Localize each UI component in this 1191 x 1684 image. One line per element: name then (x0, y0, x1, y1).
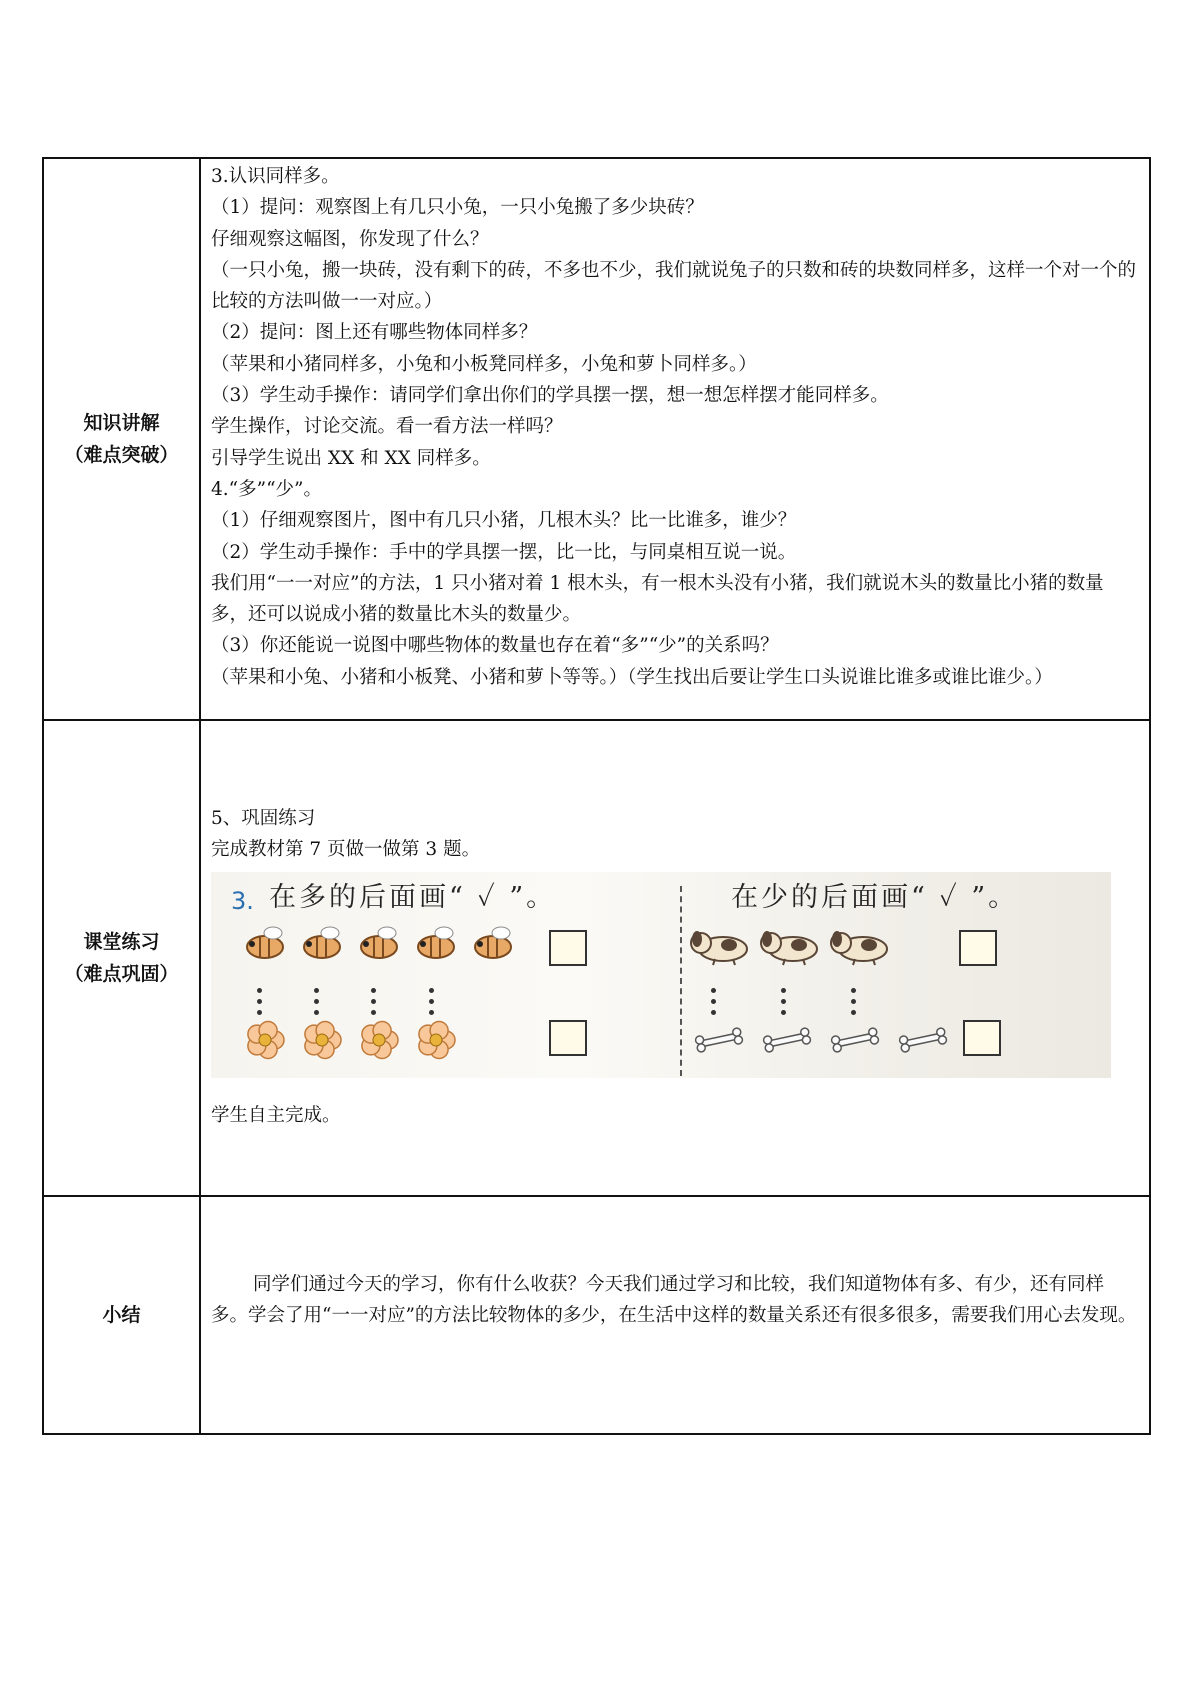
dog-icon (691, 931, 747, 965)
bee-icon (247, 927, 283, 958)
dog-icon (761, 931, 817, 965)
answer-box-bees[interactable] (549, 930, 587, 966)
row-knowledge (43, 158, 1150, 720)
practice-instruction: 完成教材第 7 页做一做第 3 题。 (211, 839, 481, 861)
bee-icon (418, 927, 454, 958)
knowledge-content (200, 158, 1150, 720)
dog-row (689, 927, 929, 967)
exercise-number: 3. (231, 886, 254, 915)
paragraph: 3.认识同样多。 (211, 166, 340, 187)
flower-icon (419, 1021, 455, 1058)
row-subtitle: （难点巩固） (64, 963, 179, 985)
paragraph: （一只小兔，搬一块砖，没有剩下的砖，不多也不少，我们就说兔子的只数和砖的块数同样多，这样一个对一个的比较的方法叫做一一对应。） (211, 259, 1137, 313)
dots-icon (711, 988, 717, 1021)
left-prompt: 在多的后面画“ ✓ ”。 (269, 881, 557, 913)
dots-icon (429, 988, 435, 1021)
row-title: 知识讲解 (83, 412, 160, 434)
row-summary (43, 1196, 1150, 1434)
lesson-table (42, 157, 1151, 1435)
dots-icon (781, 988, 787, 1021)
summary-content (200, 1196, 1150, 1434)
row-title: 课堂练习 (83, 931, 160, 953)
practice-after: 学生自主完成。 (211, 1104, 341, 1126)
row-subtitle: （难点突破） (64, 444, 179, 466)
bee-icon (475, 927, 511, 958)
bone-icon (831, 1027, 879, 1052)
paragraph: （苹果和小兔、小猪和小板凳、小猪和萝卜等等。）（学生找出后要让学生口头说谁比谁多或谁比谁少。） (211, 666, 1053, 688)
paragraph: 学生操作，讨论交流。看一看方法一样吗？ (211, 416, 563, 438)
answer-box-flowers[interactable] (549, 1020, 587, 1056)
paragraph: 4.“多”“少”。 (211, 478, 322, 500)
paragraph: 引导学生说出 XX 和 XX 同样多。 (211, 447, 491, 469)
paragraph: （1）提问：观察图上有几只小兔，一只小兔搬了多少块砖？ (211, 197, 704, 219)
dots-icon (371, 988, 377, 1021)
summary-text: 同学们通过今天的学习，你有什么收获？今天我们通过学习和比较，我们知道物体有多、有少，还有同样多。学会了用“一一对应”的方法比较物体的多少，在生活中这样的数量关系还有很多很多，需要我们用心去发现。 (211, 1274, 1137, 1327)
bone-row (689, 1022, 959, 1062)
answer-box-bones[interactable] (963, 1020, 1001, 1056)
row-label (43, 1196, 200, 1434)
exercise-figure (211, 872, 1111, 1078)
flower-row (241, 1020, 481, 1060)
row-practice (43, 720, 1150, 1196)
dog-icon (831, 931, 887, 965)
bone-icon (899, 1027, 947, 1052)
flower-icon (362, 1021, 398, 1058)
bee-row (241, 927, 501, 967)
flower-icon (305, 1021, 341, 1058)
row-label (43, 158, 200, 720)
practice-content (200, 720, 1150, 1196)
paragraph: （3）学生动手操作：请同学们拿出你们的学具摆一摆，想一想怎样摆才能同样多。 (211, 385, 889, 407)
answer-box-dogs[interactable] (959, 930, 997, 966)
dots-icon (257, 988, 263, 1021)
paragraph: （2）学生动手操作：手中的学具摆一摆，比一比，与同桌相互说一说。 (211, 541, 797, 563)
paragraph: （2）提问：图上还有哪些物体同样多？ (211, 322, 538, 344)
practice-title: 5、巩固练习 (211, 808, 316, 829)
paragraph: （苹果和小猪同样多，小兔和小板凳同样多，小兔和萝卜同样多。） (211, 353, 757, 375)
paragraph: （3）你还能说一说图中哪些物体的数量也存在着“多”“少”的关系吗？ (211, 635, 779, 657)
paragraph: 仔细观察这幅图，你发现了什么？ (211, 228, 489, 250)
bone-icon (763, 1027, 811, 1052)
dots-icon (851, 988, 857, 1021)
right-prompt: 在少的后面画“ ✓ ”。 (731, 881, 1019, 913)
bee-icon (304, 927, 340, 958)
paragraph: 我们用“一一对应”的方法，1 只小猪对着 1 根木头，有一根木头没有小猪，我们就说木头的数量比小猪的数量多，还可以说成小猪的数量比木头的数量少。 (211, 572, 1104, 626)
row-title: 小结 (102, 1304, 141, 1326)
dashed-divider (680, 886, 682, 1076)
bone-icon (695, 1027, 743, 1052)
dots-icon (314, 988, 320, 1021)
row-label (43, 720, 200, 1196)
bee-icon (361, 927, 397, 958)
paragraph: （1）仔细观察图片，图中有几只小猪，几根木头？比一比谁多，谁少？ (211, 510, 797, 532)
flower-icon (248, 1021, 284, 1058)
